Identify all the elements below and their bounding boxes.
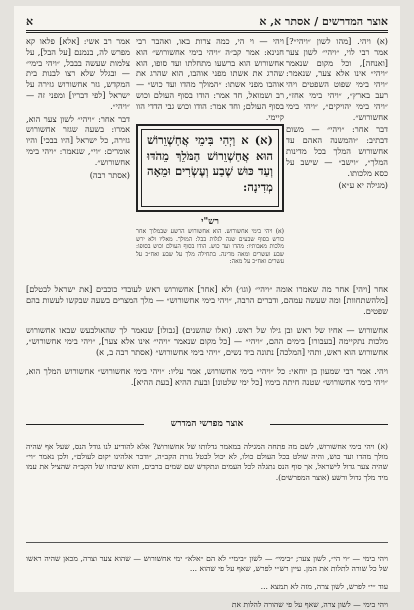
rashi-heading: רש"י <box>201 217 219 227</box>
header-rule <box>26 30 388 31</box>
paragraph: דבר אחר: ״ויהי״ — משום דבתיב: ״והמשנה האהם עד אחשורוש המלך בכל מדינות המלך״, ״וישב״ — שישב על כסא מלכותו. <box>286 124 388 178</box>
paragraph: (א) ויהי. [מהו לשון ״ויהי״?] אמר רבי לוי, ״ויהי״ לשון צער [ואנחה], וכל מקום שנאמר ״ויהי״ אינו אלא צער, שנאמר: ״ויהי בימי שפוט השפטים ויהי רעב בארץ״, ״ויהי בימי אחז״, ״ויהי בימי יהויקים״, ״ויהי בימי אחשורוש״. <box>286 36 388 122</box>
source-citation: (אסתר רבה) <box>89 169 130 180</box>
header-rule <box>26 32 388 33</box>
running-header <box>26 12 388 28</box>
footnote: עוד ״י״ לפרש, לשון צרה, מזה לא תמצא ... <box>260 582 388 591</box>
footnotes <box>26 546 388 609</box>
page-letter: א <box>26 15 34 28</box>
commentary-text <box>26 434 388 538</box>
paragraph: אחשורוש — אחיו של ראש ובן גילו של ראש. (ואלו שהשנים) [גבולו] שנאמר לך שהאולבעש שבאו אחשורוש מלכות נתקיימה [בעבורו] בימים ההם, ״ויהי״ — [כל מקום שנאמר ״ויהי״ אינו אלא צער], ״ויהי בימי אחשורוש״, אחשורוש הוא ראש, ותהי [המלכה] נתונה ביד נשים, ״ויהי בימי אחשורוש״ (אסתר רבה ב, א) <box>26 325 388 357</box>
paragraph: דבר אחר: ״ויהי״ לשון צער הוא, אמרו: בשעה שגזר אחשורוש גזירה, כל ישראל [היו בבכי] והיו אומרים: ״וי״, שנאמר: ״ויהי בימי אחשורוש״. <box>26 113 130 167</box>
footnote: ויהי בימי — לשון צרה, שאף על פי שהורה להלות את <box>231 600 388 609</box>
verse-box <box>136 124 284 212</box>
paragraph: אמר רב אשי: [אלא] פלאו קא מפרש לה, בנמנם [על הבל], על צלמות שעשה בבבל, ״ויהי בימי״ — ובגלל שלא רצו לבנות בית המקדש, גזר אחשורוש גזירה על ישראל [לפי דבריו] ומפני זה — ״ויהי״. <box>26 36 130 111</box>
footnote: ויהי בימי — ״וי הי״, לשון צער; ״בימי״ — לשון ״בימי״ לא הם ״אלא״ ימי אחשורוש — שהוא צער וצרה, מכאן שהיה ראשו של כל שורה לתלות את המן. עיין רש״י לפרש, שאף על פי שהוא ... <box>26 553 388 573</box>
section-rule <box>270 424 388 425</box>
verse-text-frame <box>141 129 279 207</box>
left-column-text <box>26 36 130 246</box>
rashi-commentary: (א) ויהי בימי אחשורוש. הוא אחשורוש הרשע שבמלוך אחר כורש בסוף שבעים שנה לגלות בבל: המולך. מאליו ולא ירש מלכות מאבותיו: מהדו ועד כוש. הודו בסוף העולם וכוש בסופו: שבע ועשרים ומאה מדינה. בתחילה מלך על שבע ואח״כ על עשרים ואח״כ על מאה: <box>136 228 284 266</box>
verse-label: (א) א <box>241 133 274 147</box>
paragraph: ויהי. אמר רבי שמעון בן יוחאי: כל ״ויהי״ בימי אחשורוש, אמר עליו: ״ויהי בימי אחשורוש״ אחשורוש המלך הוא, ״ויהי בימי אחשורוש״ שטנה חיתה בימיו [כל ימי שלטונו] ובעת ההיא [בעת ההיא]. <box>26 366 388 387</box>
section-heading: אוצר מפרשי המדרש <box>170 419 244 429</box>
book-page <box>14 6 400 609</box>
source-citation: (מגילה יא ע״א) <box>338 180 388 191</box>
verse-text: וַיְהִי בִּימֵי אֲחַשְׁוֵרוֹשׁ הוּא אֲחַשְׁוֵרוֹשׁ הַמֹּלֵךְ מֵהֹדּוּ וְעַד כּוּשׁ שֶׁבַע וְעֶשְׂרִים וּמֵאָה מְדִינָה: <box>147 133 273 194</box>
main-midrash-text <box>26 276 388 396</box>
paragraph: אחר [ויהי] אחר מה שאמרו אומה ״ויהי״ (וגו׳) ולא [אחר] אחשורוש ראש לעובדי כוכבים [את ישראל לבטלם] [מלהשתחוות] ומה שעשה עמהם, ודברים הרבה, ״ויהי בימי אחשורוש״ — מלך המצרים בשעה שבקשו לעשות בהם שפטים. <box>26 284 388 316</box>
running-title: אוצר המדרשים / אסתר א, א <box>259 15 388 28</box>
paragraph: (א) ויהי בימי אחשורוש, לשם מה פתחה המגילה במאמר גדלותו של אחשורוש? אלא להודיע לנו גודל הנס, שעל אף שהיה מולך מהדו ועד כוש, והיה שולט בכל העולם כולו, לא יכול לבטל גזרת הקב״ה, ״ודבר אלהינו יקום לעולם״, ולכן נאמר ״וי״ שהיה צער גדול לישראל, אך סוף הנס נתגלה לכל העמים ונתקדש שם שמים ברבים, והוא שיבחו של הקב״ה שהציל את עמו מיד מלך גדול ורשע (אוצר המפרשים). <box>26 441 388 482</box>
footnote-rule <box>26 542 388 543</box>
center-upper-text: ויהי — וי הי, כמה צרות באו, ואהבר רבי חנינא: אמר קב״ה ״ויהי בימי אחשורוש״ הוא אחשורוש הוא ברשעו מתחלתו ועד סופו, הוא שהרג את אשתו מפני אוהבו, הוא שהרג את אוהבו מפני אשתו: ״המולך מהדו ועד כוש״ — רב ושמואל, חד אמר: הודו בסוף העולם וכוש בסוף העולם; וחד אמר: הודו וכוש גבי הדדי הוו קיימי. <box>136 36 284 122</box>
